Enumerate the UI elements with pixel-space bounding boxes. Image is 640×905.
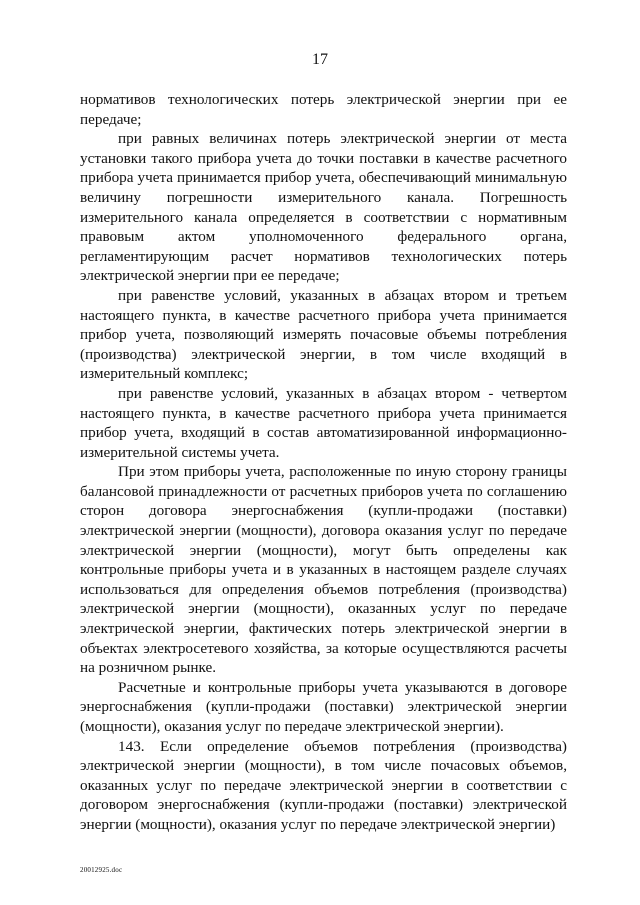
paragraph: 143. Если определение объемов потребления (производства) электрической энергии (мощности), в том числе почасовых объемов, оказанных услуг по передаче электрической энергии в соответствии с договором энергоснабжения (купли-продажи (поставки) электрической энергии (мощности), оказания услуг по передаче электрической энергии) — [80, 737, 567, 833]
paragraph: при равенстве условий, указанных в абзацах втором и третьем настоящего пункта, в качестве расчетного прибора учета принимается прибор учета, позволяющий измерять почасовые объемы потребления (производства) электрической энергии, в том числе входящий в измерительный комплекс; — [80, 286, 567, 383]
paragraph: При этом приборы учета, расположенные по иную сторону границы балансовой принадлежности от расчетных приборов учета по соглашению сторон договора энергоснабжения (купли-продажи (поставки) электрической энергии (мощности), договора оказания услуг по передаче электрической энергии (мощности), могут быть определены как контрольные приборы учета и в указанных в настоящем разделе случаях использоваться для определения объемов потребления (производства) электрической энергии (мощности), оказанных услуг по передаче электрической энергии, фактических потерь электрической энергии в объектах электросетевого хозяйства, за которые осуществляются расчеты на розничном рынке. — [80, 463, 567, 677]
paragraph: Расчетные и контрольные приборы учета указываются в договоре энергоснабжения (купли-продажи (поставки) электрической энергии (мощности), оказания услуг по передаче электрической энергии). — [80, 678, 567, 735]
paragraph: нормативов технологических потерь электрической энергии при ее передаче; — [80, 91, 567, 128]
page-number: 17 — [312, 51, 328, 68]
paragraph: при равных величинах потерь электрической энергии от места установки такого прибора учета до точки поставки в качестве расчетного прибора учета принимается прибор учета, обеспечивающий минимальную величину погрешности измерительного канала. Погрешность измерительного канала определяется в соответствии с нормативным правовым актом уполномоченного федерального органа, регламентирующим расчет нормативов технологических потерь электрической энергии при ее передаче; — [80, 130, 567, 285]
footer-filename: 20012925.doc — [80, 866, 123, 874]
document-body — [80, 90, 567, 835]
paragraph: при равенстве условий, указанных в абзацах втором - четвертом настоящего пункта, в качестве расчетного прибора учета принимается прибор учета, входящий в состав автоматизированной информационно-измерительной системы учета. — [80, 384, 567, 461]
